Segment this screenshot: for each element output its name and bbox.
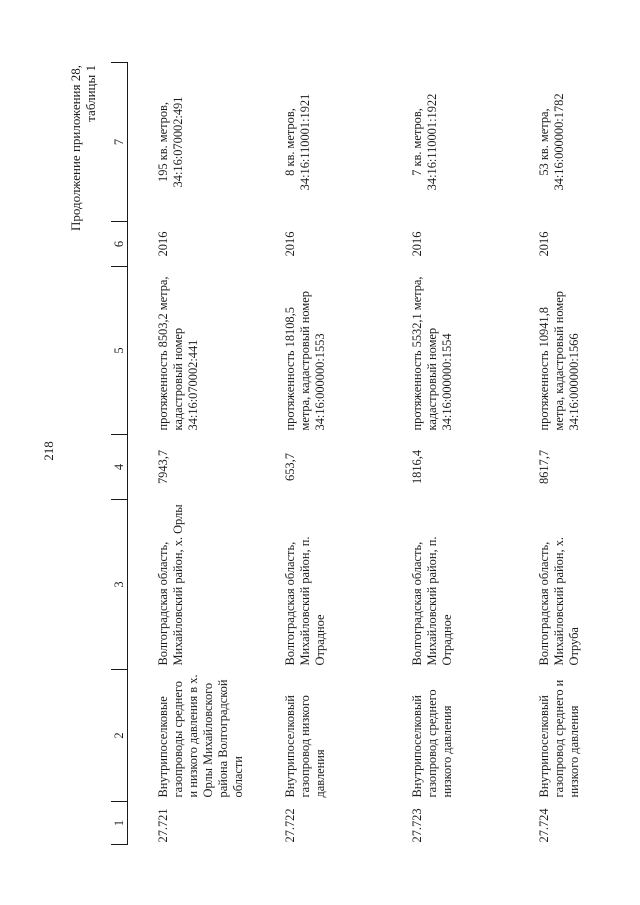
object-location: Волгоградская область, Михайловский район, п. Отрадное bbox=[409, 536, 454, 666]
object-location: Волгоградская область, Михайловский район, х. Орлы bbox=[156, 504, 185, 666]
object-location: Волгоградская область, Михайловский район, п. Отрадное bbox=[282, 536, 327, 666]
object-name: Внутрипоселковый газопровод среднего низкого давления bbox=[409, 689, 454, 798]
column-header-5: 5 bbox=[111, 267, 128, 435]
land-plot: 8 кв. метров, 34:16:110001:1921 bbox=[282, 93, 312, 191]
continuation-caption bbox=[68, 65, 98, 305]
header-row bbox=[111, 63, 128, 845]
object-name: Внутрипоселковый газопровод среднего и низкого давления bbox=[536, 679, 581, 798]
row-number: 27.721 bbox=[156, 808, 170, 843]
table-row bbox=[379, 63, 506, 845]
caption-line-1: Продолжение приложения 28, bbox=[68, 65, 83, 232]
object-year: 2016 bbox=[536, 231, 551, 257]
object-description: протяженность 10941,8 метра, кадастровый номер 34:16:000000:1566 bbox=[536, 291, 581, 431]
page-number: 218 bbox=[41, 441, 56, 461]
land-plot: 53 кв. метра, 34:16:000000:1782 bbox=[536, 93, 566, 191]
column-header-1: 1 bbox=[111, 802, 128, 845]
object-year: 2016 bbox=[282, 231, 297, 257]
object-value: 7943,7 bbox=[156, 449, 170, 485]
column-header-7: 7 bbox=[111, 63, 128, 222]
row-number: 27.724 bbox=[536, 808, 551, 843]
row-number: 27.723 bbox=[409, 808, 424, 843]
object-description: протяженность 18108,5 метра, кадастровый номер 34:16:000000:1553 bbox=[282, 291, 327, 431]
object-value: 8617,7 bbox=[536, 449, 551, 485]
object-name: Внутрипоселковый газопровод низкого давления bbox=[282, 695, 327, 798]
property-table bbox=[111, 62, 633, 845]
table-row bbox=[506, 63, 633, 845]
object-year: 2016 bbox=[409, 231, 424, 257]
caption-line-2: таблицы 1 bbox=[83, 65, 98, 122]
object-location: Волгоградская область, Михайловский район, х. Отруба bbox=[536, 537, 581, 666]
column-header-6: 6 bbox=[111, 222, 128, 267]
column-header-3: 3 bbox=[111, 500, 128, 670]
row-number: 27.722 bbox=[282, 808, 297, 843]
object-year: 2016 bbox=[156, 231, 170, 257]
object-description: протяженность 5532,1 метра, кадастровый номер 34:16:000000:1554 bbox=[409, 276, 454, 431]
land-plot: 195 кв. метров, 34:16:070002:491 bbox=[156, 96, 185, 188]
land-plot: 7 кв. метров, 34:16:110001:1922 bbox=[409, 93, 439, 191]
table-row bbox=[252, 63, 379, 845]
object-name: Внутрипоселковые газопроводы среднего и низкого давления в х. Орлы Михайловского района Волгоградской области bbox=[156, 674, 245, 798]
object-value: 653,7 bbox=[282, 453, 297, 481]
column-header-2: 2 bbox=[111, 670, 128, 802]
object-value: 1816,4 bbox=[409, 449, 424, 485]
object-description: протяженность 8503,2 метра, кадастровый номер 34:16:070002:441 bbox=[156, 276, 200, 431]
column-header-4: 4 bbox=[111, 435, 128, 500]
table-row bbox=[128, 63, 252, 845]
